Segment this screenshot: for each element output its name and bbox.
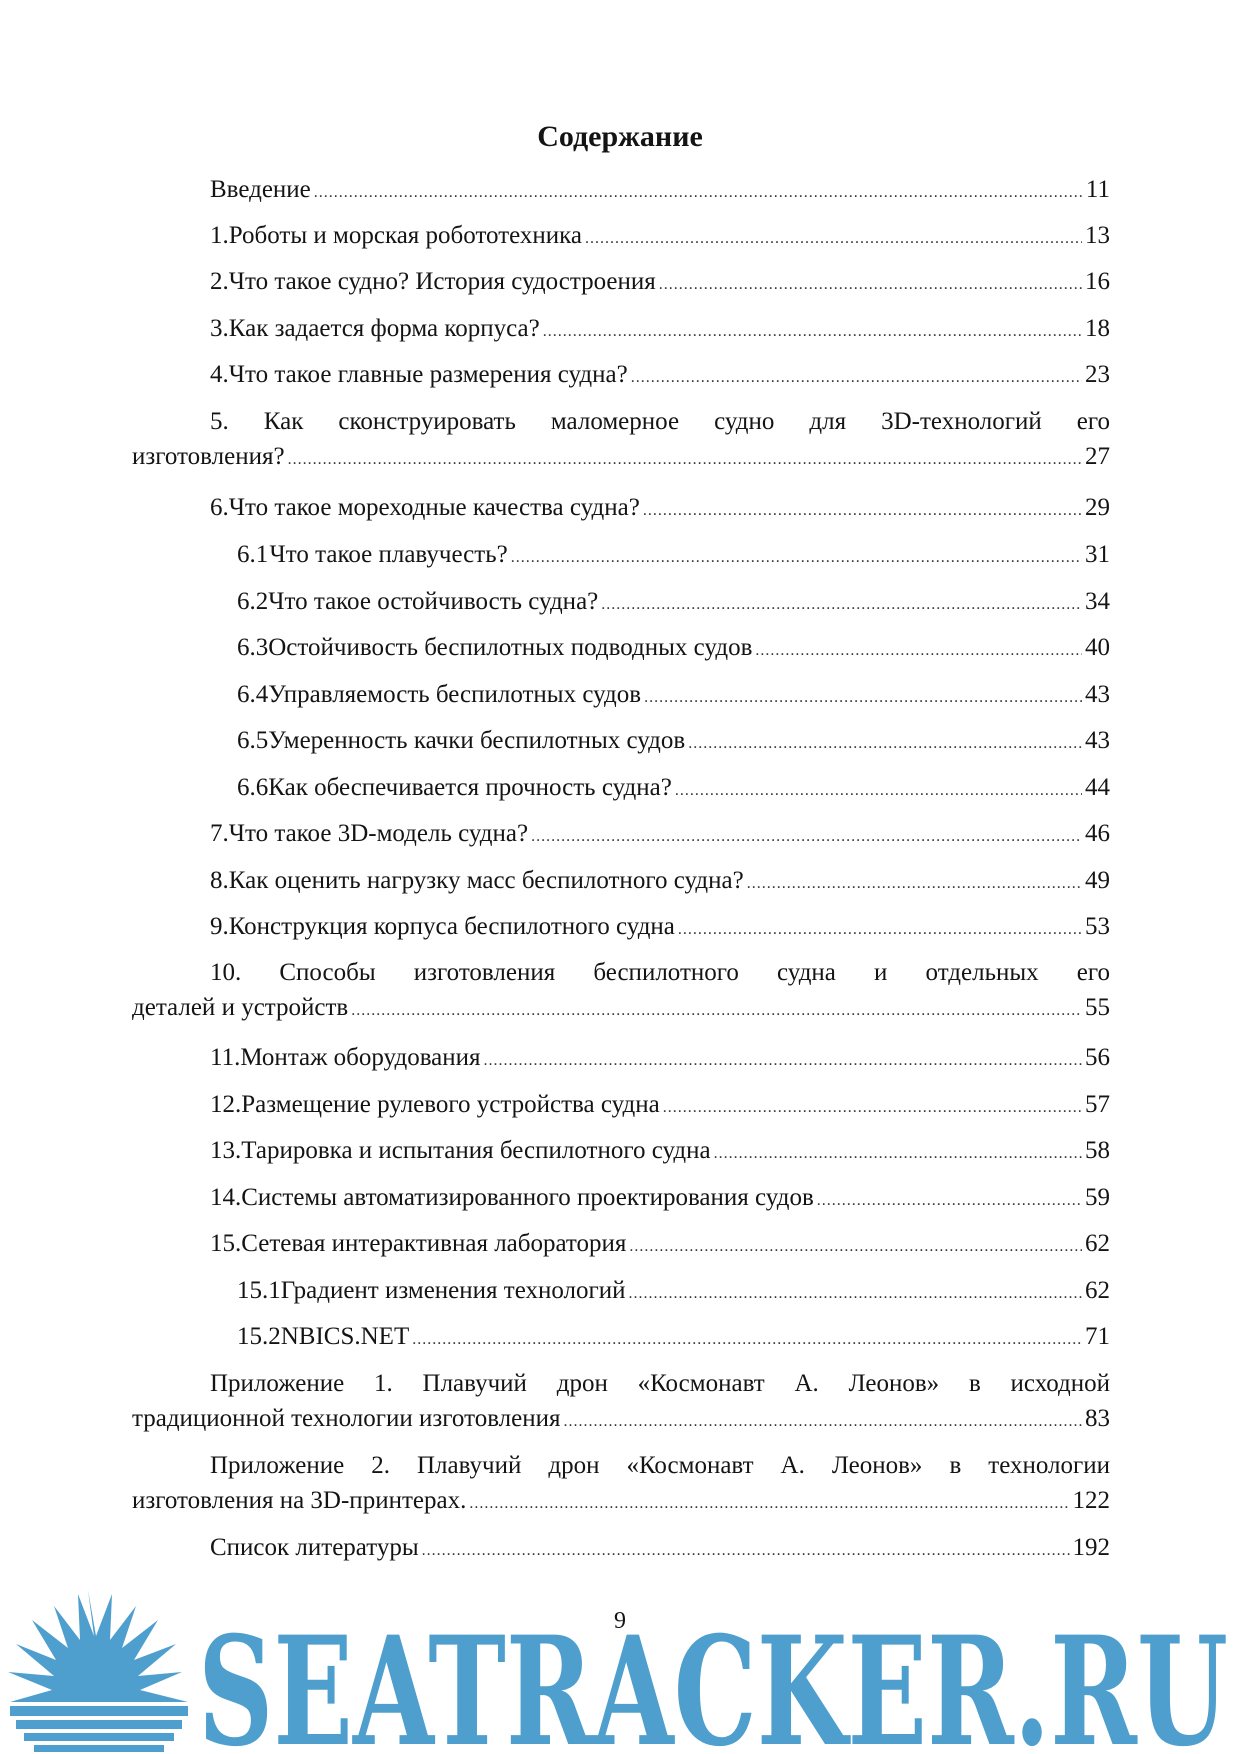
- toc-entry-label: Список литературы: [210, 1534, 419, 1561]
- leader-dots: [659, 270, 1082, 300]
- toc-entry-number: 13.: [210, 1137, 242, 1164]
- leader-dots: [412, 1325, 1082, 1355]
- toc-entry[interactable]: [132, 993, 1110, 1026]
- toc-entry[interactable]: [210, 267, 1110, 300]
- toc-entry-label: NBICS.NET: [280, 1323, 410, 1350]
- toc-entry-number: 7.: [210, 820, 229, 847]
- leader-dots: [747, 869, 1082, 899]
- toc-subentry[interactable]: [237, 1276, 1110, 1309]
- toc-entry-page: 16: [1085, 268, 1110, 295]
- toc-entry[interactable]: [210, 1533, 1110, 1566]
- toc-entry-number: 10.: [210, 959, 242, 986]
- leader-dots: [817, 1186, 1082, 1216]
- page-title: Содержание: [537, 120, 703, 153]
- toc-entry-number: 5.: [210, 408, 229, 435]
- leader-dots: [688, 729, 1082, 759]
- toc-entry-number: 6.5: [237, 727, 269, 754]
- toc-entry-label: Как обеспечивается прочность судна?: [268, 774, 672, 801]
- toc-entry-label: деталей и устройств: [132, 994, 349, 1021]
- toc-entry-number: 15.: [210, 1230, 242, 1257]
- leader-dots: [629, 1232, 1082, 1262]
- toc-entry[interactable]: [132, 1404, 1110, 1437]
- toc-entry-page: 71: [1085, 1323, 1110, 1350]
- toc-subentry[interactable]: [237, 587, 1110, 620]
- toc-entry-label: Что такое главные размерения судна?: [228, 361, 628, 388]
- toc-entry[interactable]: [132, 442, 1110, 475]
- leader-dots: [469, 1489, 1069, 1519]
- toc-entry-page: 43: [1085, 681, 1110, 708]
- toc-entry-label-line1: Способы изготовления беспилотного судна и отдельных его: [279, 959, 1111, 986]
- toc-entry-page: 192: [1072, 1534, 1110, 1561]
- toc-entry-label: Что такое плавучесть?: [269, 541, 508, 568]
- toc-entry-page: 58: [1085, 1137, 1110, 1164]
- toc-entry-number: 3.: [210, 315, 229, 342]
- toc-entry-page: 53: [1085, 913, 1110, 940]
- toc-entry-number: 4.: [210, 361, 229, 388]
- toc-entry-page: 83: [1085, 1405, 1110, 1432]
- toc-entry-number: 6.6: [237, 774, 269, 801]
- toc-entry-wrap-line[interactable]: [210, 1369, 1110, 1399]
- toc-entry-number: 6.2: [237, 588, 269, 615]
- toc-entry-wrap-line[interactable]: [210, 1451, 1110, 1481]
- toc-entry-number: 15.1: [237, 1277, 281, 1304]
- leader-dots: [631, 363, 1082, 393]
- toc-entry-label: Что такое мореходные качества судна?: [228, 494, 640, 521]
- toc-entry-page: 49: [1085, 867, 1110, 894]
- toc-entry-label: Конструкция корпуса беспилотного судна: [228, 913, 675, 940]
- toc-entry-label: Что такое судно? История судостроения: [228, 268, 656, 295]
- toc-entry-label: Сетевая интерактивная лаборатория: [241, 1230, 627, 1257]
- toc-entry-label: Размещение рулевого устройства судна: [241, 1091, 660, 1118]
- toc-subentry[interactable]: [237, 680, 1110, 713]
- toc-entry-number: 2.: [210, 268, 229, 295]
- toc-subentry[interactable]: [237, 773, 1110, 806]
- leader-dots: [564, 1407, 1082, 1437]
- toc-subentry[interactable]: [237, 540, 1110, 573]
- leader-dots: [288, 445, 1082, 475]
- toc-entry[interactable]: [210, 1136, 1110, 1169]
- leader-dots: [484, 1046, 1082, 1076]
- toc-entry[interactable]: [210, 314, 1110, 347]
- leader-dots: [755, 636, 1082, 666]
- toc-entry-page: 13: [1085, 222, 1110, 249]
- toc-entry-number: 11.: [210, 1044, 241, 1071]
- toc-entry-page: 23: [1085, 361, 1110, 388]
- toc-entry-label: Как оценить нагрузку масс беспилотного судна?: [228, 867, 744, 894]
- toc-entry[interactable]: [210, 175, 1110, 208]
- leader-dots: [422, 1536, 1070, 1566]
- toc-entry-page: 11: [1085, 176, 1110, 203]
- toc-entry-label: Управляемость беспилотных судов: [268, 681, 642, 708]
- toc-entry[interactable]: [210, 221, 1110, 254]
- toc-subentry[interactable]: [237, 633, 1110, 666]
- toc-entry-label: Тарировка и испытания беспилотного судна: [241, 1137, 711, 1164]
- toc-entry[interactable]: [210, 1183, 1110, 1216]
- toc-entry-wrap-line[interactable]: [210, 958, 1110, 988]
- toc-entry-page: 59: [1085, 1184, 1110, 1211]
- toc-entry-page: 34: [1085, 588, 1110, 615]
- toc-entry[interactable]: [210, 912, 1110, 945]
- leader-dots: [351, 996, 1082, 1026]
- toc-entry-label: Роботы и морская робототехника: [228, 222, 583, 249]
- leader-dots: [601, 590, 1082, 620]
- toc-entry-label: изготовления?: [132, 443, 285, 470]
- toc-entry-number: 1.: [210, 222, 229, 249]
- toc-entry-page: 62: [1085, 1230, 1110, 1257]
- leader-dots: [675, 776, 1082, 806]
- toc-entry-label: Умеренность качки беспилотных судов: [268, 727, 686, 754]
- toc-entry-page: 46: [1085, 820, 1110, 847]
- toc-entry-number: 6.3: [237, 634, 269, 661]
- toc-entry-label: традиционной технологии изготовления: [132, 1405, 561, 1432]
- leader-dots: [678, 915, 1082, 945]
- toc-entry[interactable]: [210, 819, 1110, 852]
- leader-dots: [314, 178, 1083, 208]
- toc-entry-number: 8.: [210, 867, 229, 894]
- toc-entry-label: Монтаж оборудования: [240, 1044, 481, 1071]
- toc-entry-page: 43: [1085, 727, 1110, 754]
- leader-dots: [644, 683, 1082, 713]
- leader-dots: [629, 1279, 1082, 1309]
- toc-entry-label: Введение: [210, 176, 311, 203]
- toc-entry-page: 57: [1085, 1091, 1110, 1118]
- toc-entry-page: 18: [1085, 315, 1110, 342]
- toc-entry-number: 6.4: [237, 681, 269, 708]
- toc-entry-number: 9.: [210, 913, 229, 940]
- toc-entry-label: Градиент изменения технологий: [280, 1277, 626, 1304]
- toc-entry-label: изготовления на 3D-принтерах.: [132, 1487, 467, 1514]
- toc-subentry[interactable]: [237, 1322, 1110, 1355]
- page-number: 9: [614, 1608, 626, 1634]
- toc-entry[interactable]: [210, 493, 1110, 526]
- toc-entry-number: 6.1: [237, 541, 269, 568]
- toc-entry[interactable]: [210, 1229, 1110, 1262]
- toc-entry-page: 29: [1085, 494, 1110, 521]
- leader-dots: [714, 1139, 1082, 1169]
- toc-entry-wrap-line[interactable]: [210, 407, 1110, 437]
- toc-entry-label: Что такое 3D-модель судна?: [228, 820, 529, 847]
- leader-dots: [511, 543, 1082, 573]
- toc-entry[interactable]: [210, 866, 1110, 899]
- toc-subentry[interactable]: [237, 726, 1110, 759]
- toc-entry-page: 122: [1072, 1487, 1110, 1514]
- leader-dots: [531, 822, 1082, 852]
- watermark-logo: [0, 1568, 1240, 1754]
- toc-entry-page: 27: [1085, 443, 1110, 470]
- toc-entry[interactable]: [210, 360, 1110, 393]
- toc-entry-number: 6.: [210, 494, 229, 521]
- toc-entry[interactable]: [210, 1043, 1110, 1076]
- toc-entry-page: 40: [1085, 634, 1110, 661]
- watermark-text: SEATRACKER.RU: [198, 1604, 1228, 1754]
- leader-dots: [643, 496, 1082, 526]
- toc-entry-label: Системы автоматизированного проектирования судов: [241, 1184, 814, 1211]
- toc-entry-number: 14.: [210, 1184, 242, 1211]
- toc-entry-page: 44: [1085, 774, 1110, 801]
- toc-entry-label-line1: Приложение 2. Плавучий дрон «Космонавт А. Леонов» в технологии: [210, 1452, 1110, 1479]
- toc-entry[interactable]: [210, 1090, 1110, 1123]
- leader-dots: [543, 317, 1082, 347]
- toc-entry-number: 12.: [210, 1091, 242, 1118]
- toc-entry-page: 55: [1085, 994, 1110, 1021]
- toc-entry-label-line1: Приложение 1. Плавучий дрон «Космонавт А. Леонов» в исходной: [210, 1370, 1110, 1397]
- toc-entry[interactable]: [132, 1486, 1110, 1519]
- leader-dots: [663, 1093, 1082, 1123]
- toc-entry-page: 56: [1085, 1044, 1110, 1071]
- leader-dots: [585, 224, 1082, 254]
- toc-entry-label: Что такое остойчивость судна?: [268, 588, 599, 615]
- toc-entry-label: Остойчивость беспилотных подводных судов: [268, 634, 753, 661]
- toc-entry-number: 15.2: [237, 1323, 281, 1350]
- toc-entry-label-line1: Как сконструировать маломерное судно для 3D-технологий его: [263, 408, 1110, 435]
- toc-entry-page: 62: [1085, 1277, 1110, 1304]
- toc-entry-label: Как задается форма корпуса?: [228, 315, 540, 342]
- toc-entry-page: 31: [1085, 541, 1110, 568]
